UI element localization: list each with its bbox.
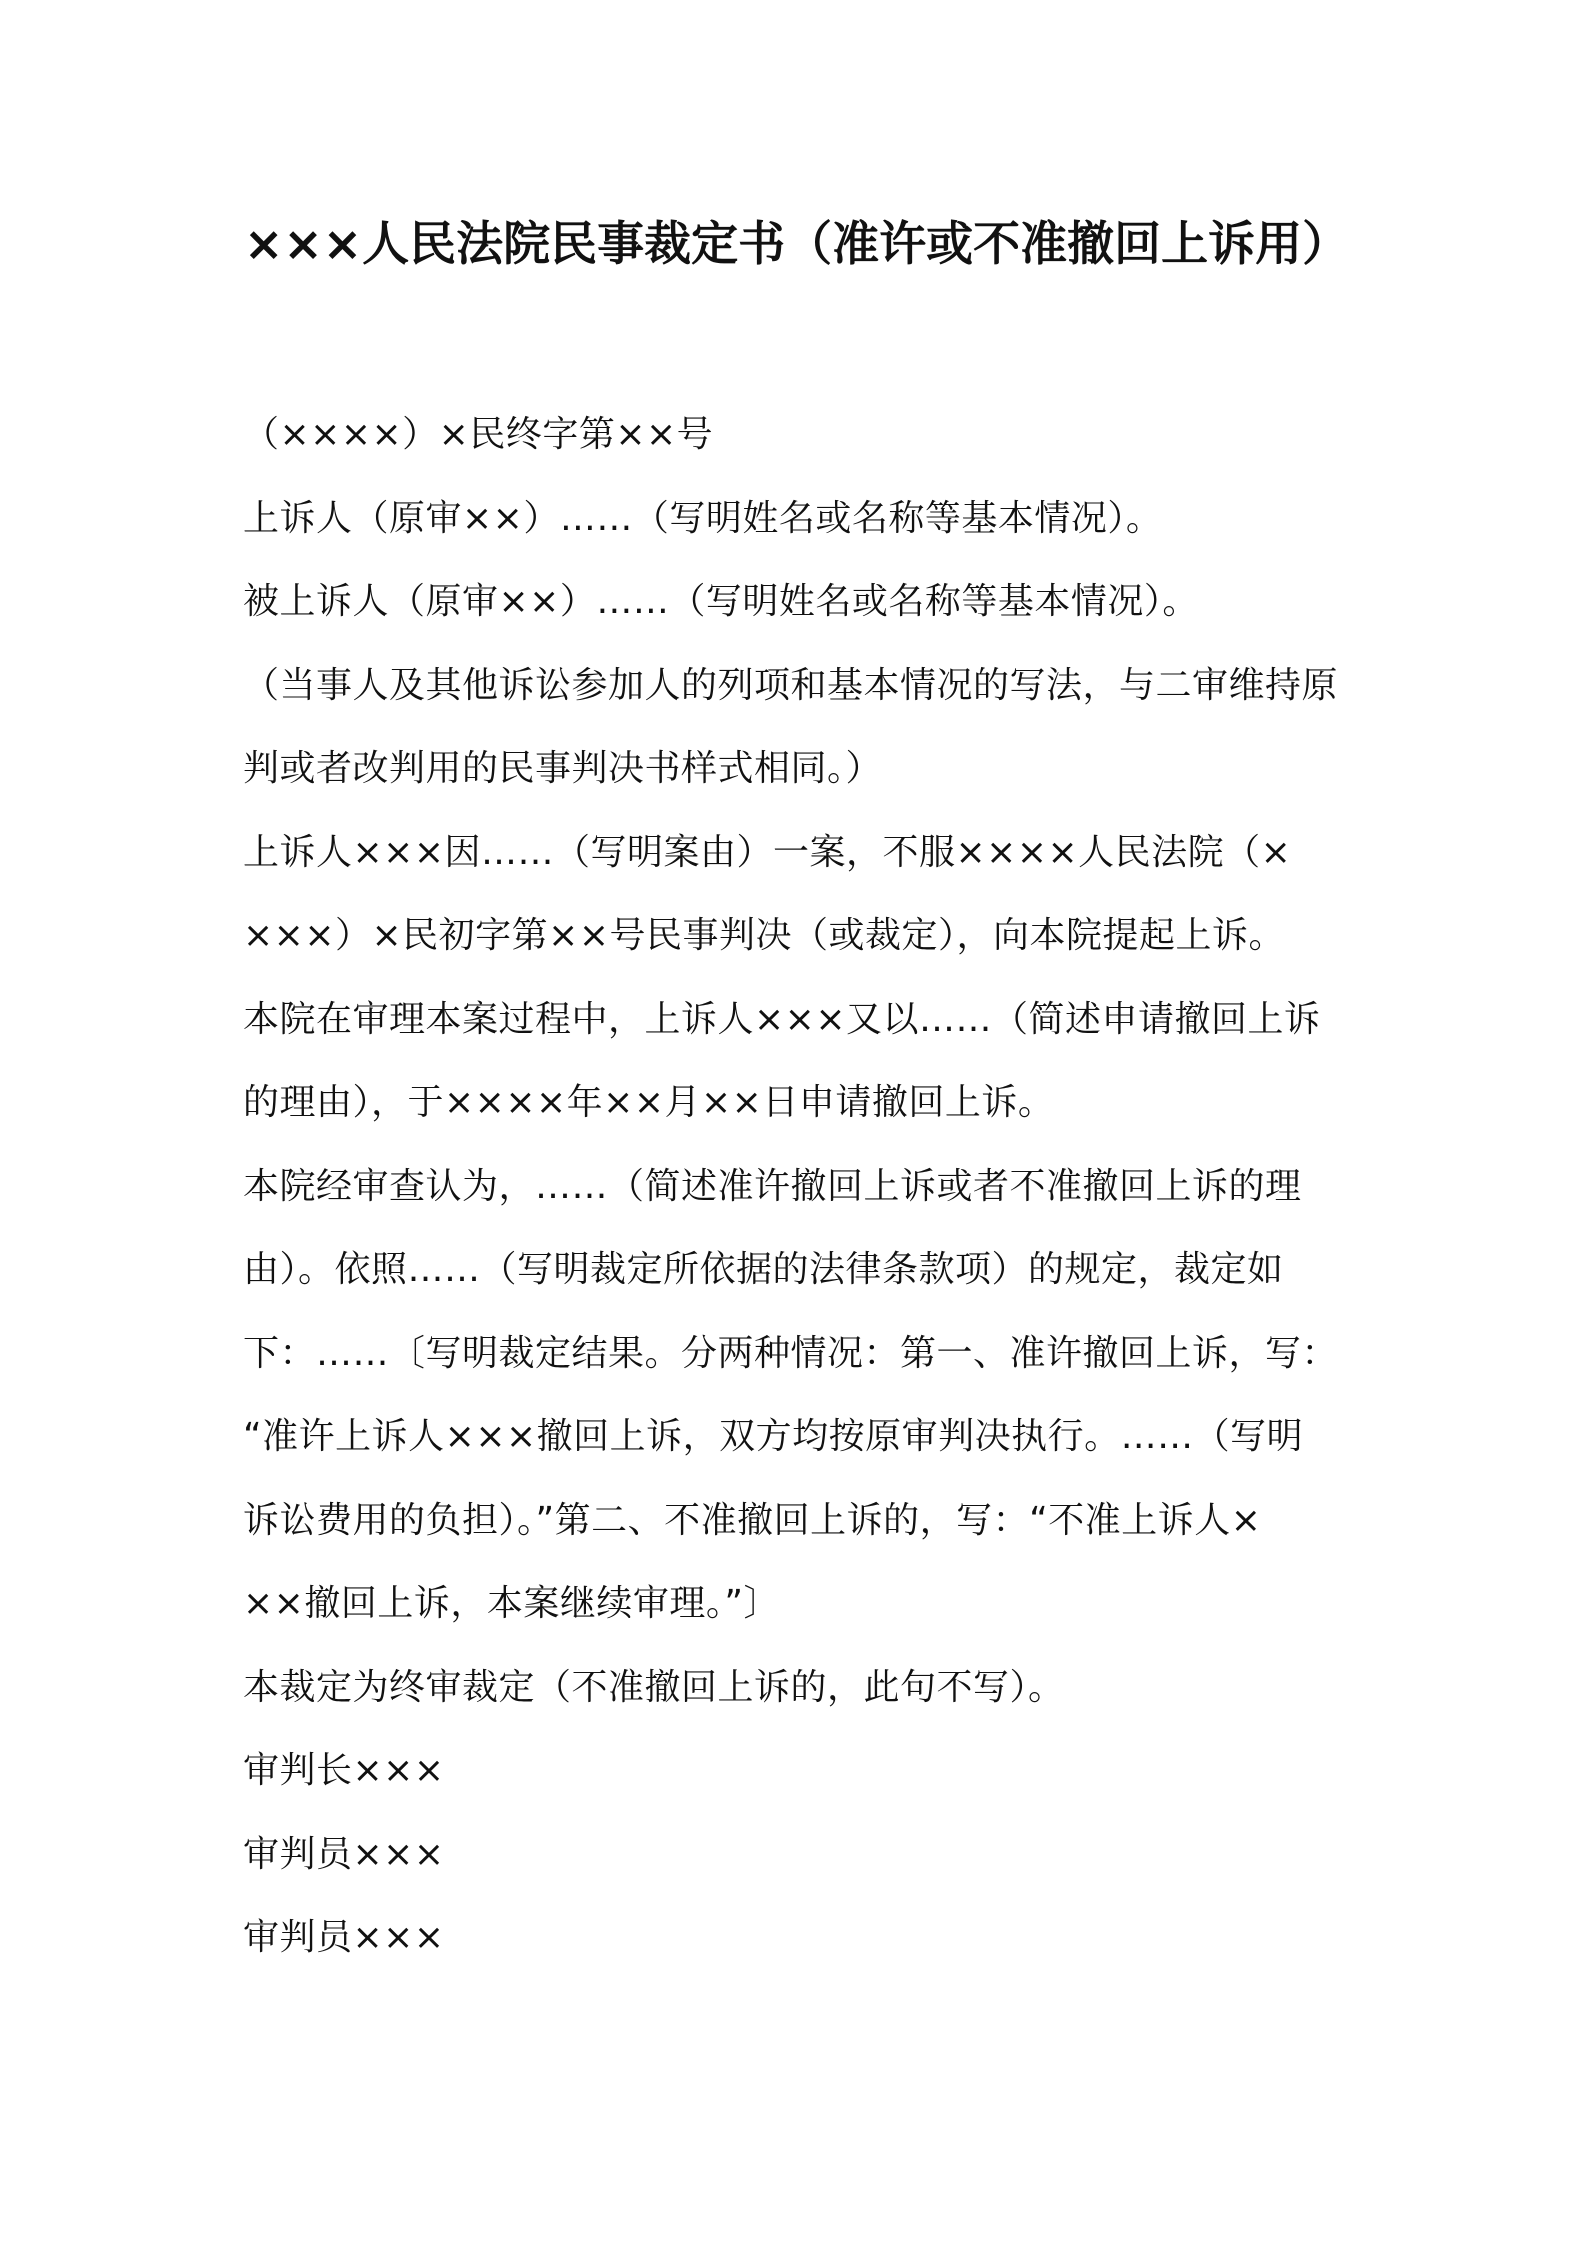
parties-note-line: 判或者改判用的民事判决书样式相同。） xyxy=(243,748,883,789)
finality-line: 本裁定为终审裁定（不准撤回上诉的，此句不写）。 xyxy=(243,1666,1065,1708)
ruling-line: 诉讼费用的负担）。”第二、不准撤回上诉的，写：“不准上诉人× xyxy=(243,1499,1262,1541)
case-background-line: 上诉人×××因……（写明案由）一案，不服××××人民法院（× xyxy=(243,831,1292,873)
judge-signature: 审判员××× xyxy=(243,1833,445,1875)
appellee-line: 被上诉人（原审××）……（写明姓名或名称等基本情况）。 xyxy=(243,581,1199,622)
judge-signature: 审判员××× xyxy=(243,1917,445,1958)
appellant-line: 上诉人（原审××）……（写明姓名或名称等基本情况）。 xyxy=(243,497,1163,539)
ruling-line: 本院经审查认为，……（简述准许撤回上诉或者不准撤回上诉的理 xyxy=(243,1165,1302,1207)
ruling-line: 下：……〔写明裁定结果。分两种情况：第一、准许撤回上诉，写： xyxy=(243,1332,1339,1374)
ruling-line: ××撤回上诉，本案继续审理。”〕 xyxy=(243,1583,780,1624)
case-background-line: ×××）×民初字第××号民事判决（或裁定），向本院提起上诉。 xyxy=(243,915,1285,956)
document-title: ×××人民法院民事裁定书（准许或不准撤回上诉用） xyxy=(244,217,1350,272)
ruling-line: “准许上诉人×××撤回上诉，双方均按原审判决执行。……（写明 xyxy=(243,1416,1304,1457)
parties-note-line: （当事人及其他诉讼参加人的列项和基本情况的写法，与二审维持原 xyxy=(243,664,1339,706)
ruling-line: 由）。依照……（写明裁定所依据的法律条款项）的规定，裁定如 xyxy=(243,1249,1284,1290)
withdrawal-request-line: 本院在审理本案过程中，上诉人×××又以……（简述申请撤回上诉 xyxy=(243,998,1321,1040)
presiding-judge-signature: 审判长××× xyxy=(243,1750,445,1791)
document-body xyxy=(243,393,1355,1980)
case-number-line: （××××）×民终字第××号 xyxy=(243,414,714,455)
withdrawal-request-line: 的理由），于××××年××月××日申请撤回上诉。 xyxy=(243,1082,1055,1123)
